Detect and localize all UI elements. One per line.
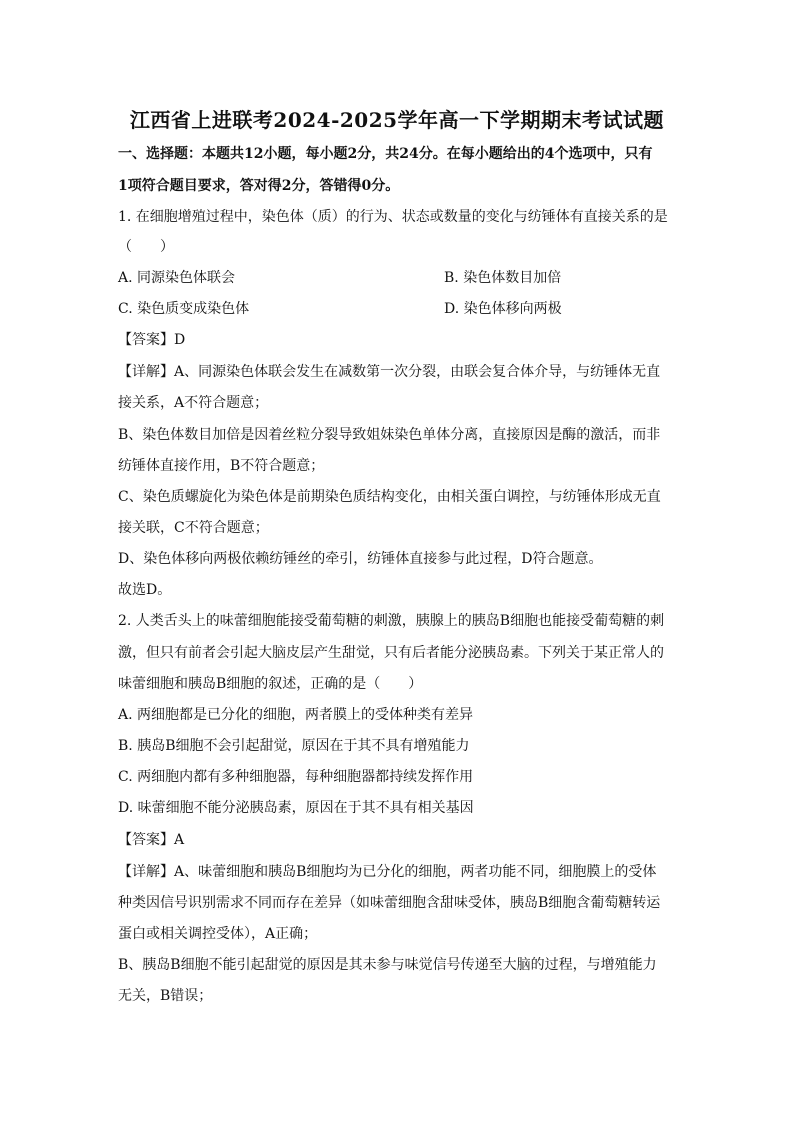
q1-explain-line: 接关联，C不符合题意； (118, 520, 269, 536)
q1-stem-line-2: （ ） (118, 239, 174, 255)
q1-option-b: B. 染色体数目加倍 (444, 270, 562, 286)
q2-explain-line: B、胰岛B细胞不能引起甜觉的原因是其未参与味觉信号传递至大脑的过程，与增殖能力 (118, 957, 657, 973)
q2-stem-line: 激，但只有前者会引起大脑皮层产生甜觉，只有后者能分泌胰岛素。下列关于某正常人的 (118, 645, 664, 661)
q1-explain-line: B、染色体数目加倍是因着丝粒分裂导致姐妹染色单体分离，直接原因是酶的激活，而非 (118, 427, 661, 443)
q1-answer: 【答案】D (118, 332, 186, 348)
page-title: 江西省上进联考2024-2025学年高一下学期期末考试试题 (129, 108, 665, 132)
q2-explain-line: 无关，B错误； (118, 988, 213, 1004)
q2-explain-line: 【详解】A、味蕾细胞和胰岛B细胞均为已分化的细胞，两者功能不同，细胞膜上的受体 (118, 864, 657, 880)
q2-option-b: B. 胰岛B细胞不会引起甜觉，原因在于其不具有增殖能力 (118, 738, 470, 754)
q1-option-d: D. 染色体移向两极 (444, 301, 562, 317)
q2-option-d: D. 味蕾细胞不能分泌胰岛素，原因在于其不具有相关基因 (118, 800, 474, 816)
q2-option-c: C. 两细胞内都有多种细胞器，每种细胞器都持续发挥作用 (118, 769, 474, 785)
q1-explain-line: 接关系，A不符合题意； (118, 395, 269, 411)
q2-explain-line: 种类因信号识别需求不同而存在差异（如味蕾细胞含甜味受体，胰岛B细胞含葡萄糖转运 (118, 895, 661, 911)
q1-explain-line: 【详解】A、同源染色体联会发生在减数第一次分裂，由联会复合体介导，与纺锤体无直 (118, 364, 661, 380)
q1-stem-line-1: 1. 在细胞增殖过程中，染色体（质）的行为、状态或数量的变化与纺锤体有直接关系的是 (118, 209, 668, 225)
q1-option-a: A. 同源染色体联会 (118, 270, 236, 286)
q2-option-a: A. 两细胞都是已分化的细胞，两者膜上的受体种类有差异 (118, 707, 474, 723)
q2-explain-line: 蛋白或相关调控受体），A正确； (118, 926, 318, 942)
section-heading-line-1: 一、选择题：本题共12小题，每小题2分，共24分。在每小题给出的4个选项中，只有 (118, 146, 653, 162)
q1-explain-line: C、染色质螺旋化为染色体是前期染色质结构变化，由相关蛋白调控，与纺锤体形成无直 (118, 489, 661, 505)
q2-answer: 【答案】A (118, 832, 185, 848)
q2-stem-line: 2. 人类舌头上的味蕾细胞能接受葡萄糖的刺激，胰腺上的胰岛B细胞也能接受葡萄糖的刺 (118, 613, 665, 629)
q2-stem-line: 味蕾细胞和胰岛B细胞的叙述，正确的是（ ） (118, 676, 423, 692)
q1-explain-line: D、染色体移向两极依赖纺锤丝的牵引，纺锤体直接参与此过程，D符合题意。 (118, 551, 603, 567)
q1-option-c: C. 染色质变成染色体 (118, 301, 250, 317)
q1-explain-line: 纺锤体直接作用，B不符合题意； (118, 458, 325, 474)
q1-explain-line: 故选D。 (118, 582, 172, 598)
section-heading-line-2: 1项符合题目要求，答对得2分，答错得0分。 (118, 178, 400, 194)
